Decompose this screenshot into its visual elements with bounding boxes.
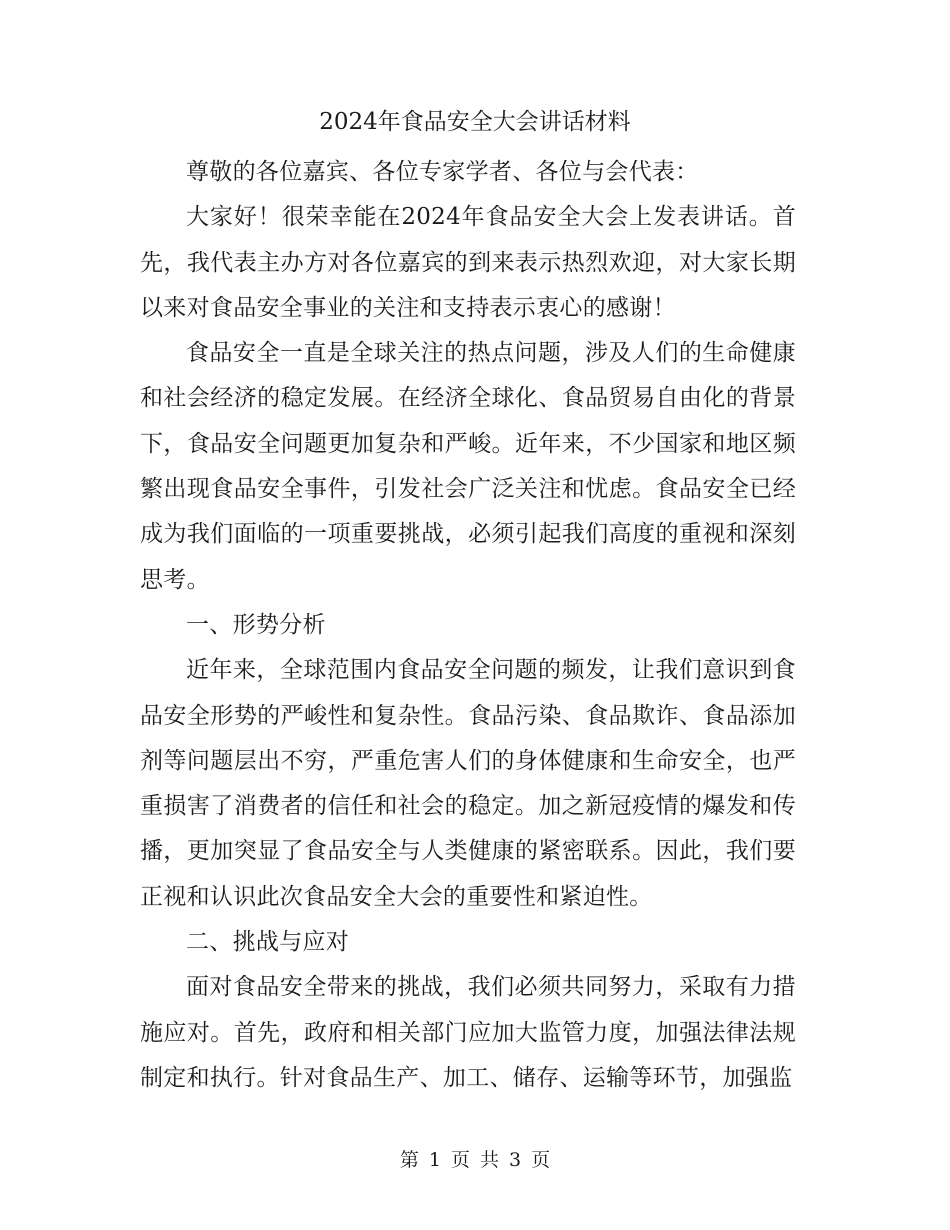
paragraph-challenges-response: 面对食品安全带来的挑战，我们必须共同努力，采取有力措施应对。首先，政府和相关部门应加大监管力度，加强法律法规制定和执行。针对食品生产、加工、储存、运输等环节，加强监 (140, 974, 796, 1091)
paragraph-situation-analysis: 近年来，全球范围内食品安全问题的频发，让我们意识到食品安全形势的严峻性和复杂性。食品污染、食品欺诈、食品添加剂等问题层出不穷，严重危害人们的身体健康和生命安全，也严重损害了消费者的信任和社会的稳定。加之新冠疫情的爆发和传播，更加突显了食品安全与人类健康的紧密联系。因此，我们要正视和认识此次食品安全大会的重要性和紧迫性。 (140, 657, 796, 910)
paragraph-salutation: 尊敬的各位嘉宾、各位专家学者、各位与会代表： (186, 159, 699, 185)
document-title: 2024年食品安全大会讲话材料 (319, 109, 631, 135)
page-number-footer: 第 1 页 共 3 页 (399, 1149, 551, 1171)
section-heading-challenges-response: 二、挑战与应对 (186, 929, 350, 956)
paragraph-introduction: 食品安全一直是全球关注的热点问题，涉及人们的生命健康和社会经济的稳定发展。在经济全球化、食品贸易自由化的背景下，食品安全问题更加复杂和严峻。近年来，不少国家和地区频繁出现食品安全事件，引发社会广泛关注和忧虑。食品安全已经成为我们面临的一项重要挑战，必须引起我们高度的重视和深刻思考。 (140, 340, 796, 593)
section-heading-situation-analysis: 一、形势分析 (186, 611, 326, 638)
paragraph-greeting: 大家好！很荣幸能在2024年食品安全大会上发表讲话。首先，我代表主办方对各位嘉宾的到来表示热烈欢迎，对大家长期以来对食品安全事业的关注和支持表示衷心的感谢！ (140, 204, 796, 321)
document-body (140, 150, 796, 1101)
